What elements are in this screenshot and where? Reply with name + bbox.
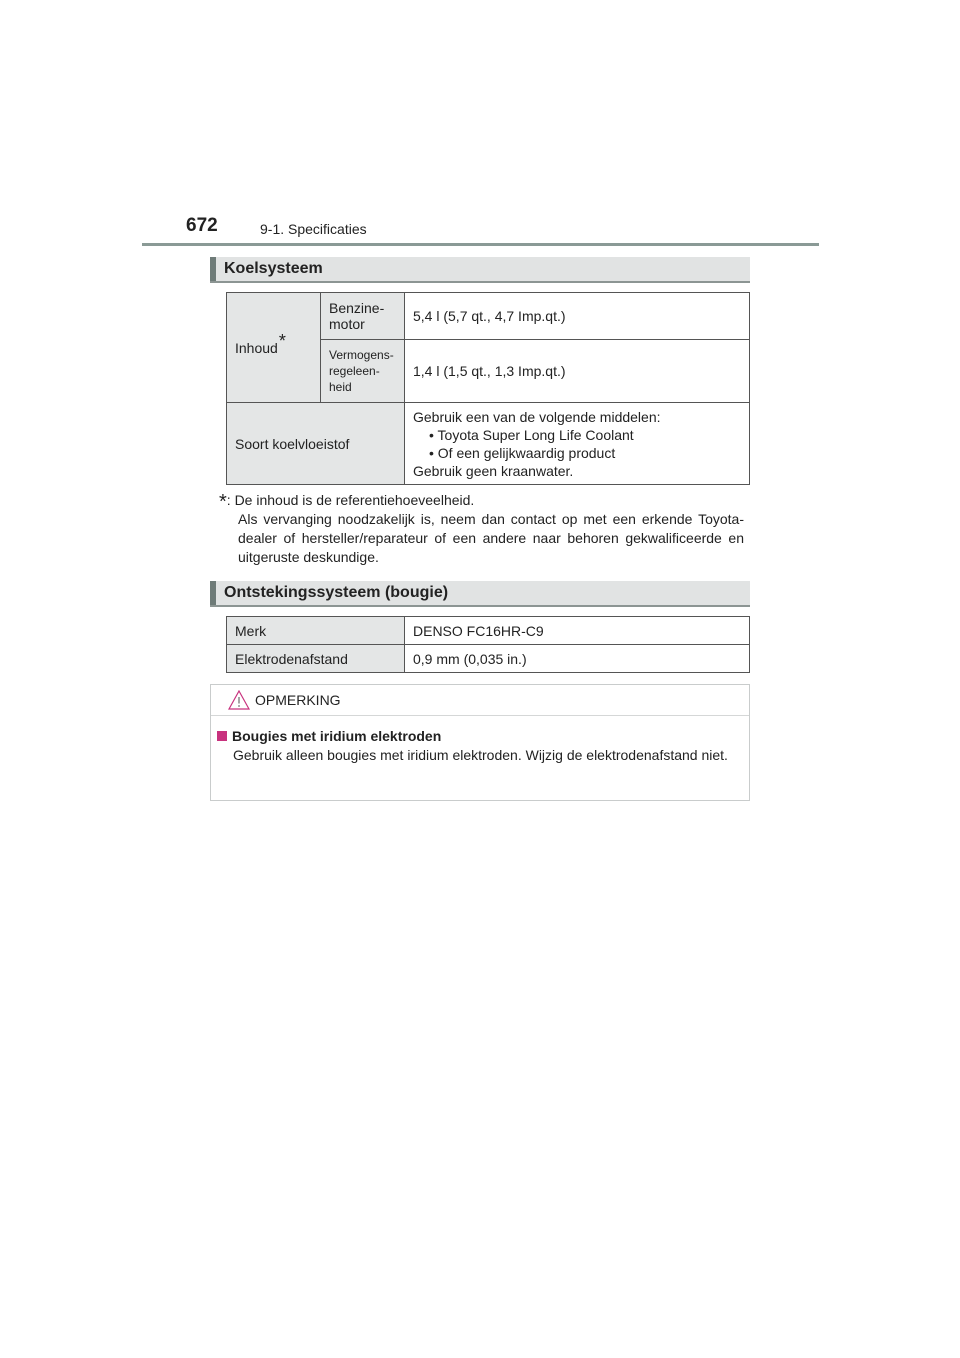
notice-header: [211, 685, 749, 716]
power-control-unit-label: [321, 340, 405, 403]
ignition-heading-bar: [210, 581, 750, 607]
brand-label: Merk: [227, 617, 405, 645]
table-row: [227, 617, 750, 645]
sub-label: Benzine-: [329, 300, 385, 316]
table-row: [227, 403, 750, 485]
coolant-note: Gebruik geen kraanwater.: [413, 462, 574, 479]
coolant-type-label: Soort koelvloeistof: [227, 403, 405, 485]
header-rule: [142, 243, 819, 246]
footnote-star: *: [219, 491, 227, 513]
power-control-unit-value: 1,4 l (1,5 qt., 1,3 Imp.qt.): [405, 340, 750, 403]
ignition-heading: Ontstekingssysteem (bougie): [224, 584, 449, 601]
footnote-marker: *: [278, 331, 286, 351]
coolant-intro: Gebruik een van de volgende middelen:: [413, 408, 661, 425]
heading-accent: [210, 257, 216, 281]
footnote-first-line: : De inhoud is de referentiehoeveelheid.: [226, 492, 475, 508]
cooling-heading-bar: [210, 257, 750, 283]
notice-box: [210, 684, 750, 801]
coolant-option: • Toyota Super Long Life Coolant: [429, 426, 634, 443]
notice-item-title: Bougies met iridium elektroden: [232, 728, 442, 744]
table-row: [227, 645, 750, 673]
electrode-gap-value: 0,9 mm (0,035 in.): [405, 645, 750, 673]
capacity-label: Inhoud: [235, 340, 278, 356]
sub-label: motor: [329, 316, 365, 332]
coolant-type-value: [405, 403, 750, 485]
footnote: [219, 490, 744, 567]
section-title: 9-1. Specificaties: [260, 221, 367, 237]
gasoline-engine-value: 5,4 l (5,7 qt., 4,7 Imp.qt.): [405, 293, 750, 340]
electrode-gap-label: Elektrodenafstand: [227, 645, 405, 673]
coolant-option: • Of een gelijkwaardig product: [429, 444, 616, 461]
notice-item: [217, 727, 742, 765]
cooling-table: [226, 292, 750, 485]
square-bullet-icon: [217, 731, 227, 741]
cooling-heading: Koelsysteem: [224, 260, 323, 277]
gasoline-engine-label: [321, 293, 405, 340]
table-row: [227, 293, 750, 340]
heading-accent: [210, 581, 216, 605]
page-number: 672: [186, 215, 218, 236]
footnote-body: Als vervanging noodzakelijk is, neem dan contact op met een erkende Toyota-dealer of hersteller/reparateur of een andere naar behoren gekwalificeerde en uitgeruste deskundige.: [238, 511, 744, 565]
sub-label: Vermogens-: [329, 348, 394, 362]
sub-label: regeleen-: [329, 364, 380, 378]
warning-triangle-icon: [228, 690, 250, 710]
sub-label: heid: [329, 380, 352, 394]
notice-label: OPMERKING: [255, 692, 341, 708]
brand-value: DENSO FC16HR-C9: [405, 617, 750, 645]
ignition-table: [226, 616, 750, 673]
capacity-label-cell: [227, 293, 321, 403]
notice-item-text: Gebruik alleen bougies met iridium elektroden. Wijzig de elektrodenafstand niet.: [233, 747, 728, 763]
